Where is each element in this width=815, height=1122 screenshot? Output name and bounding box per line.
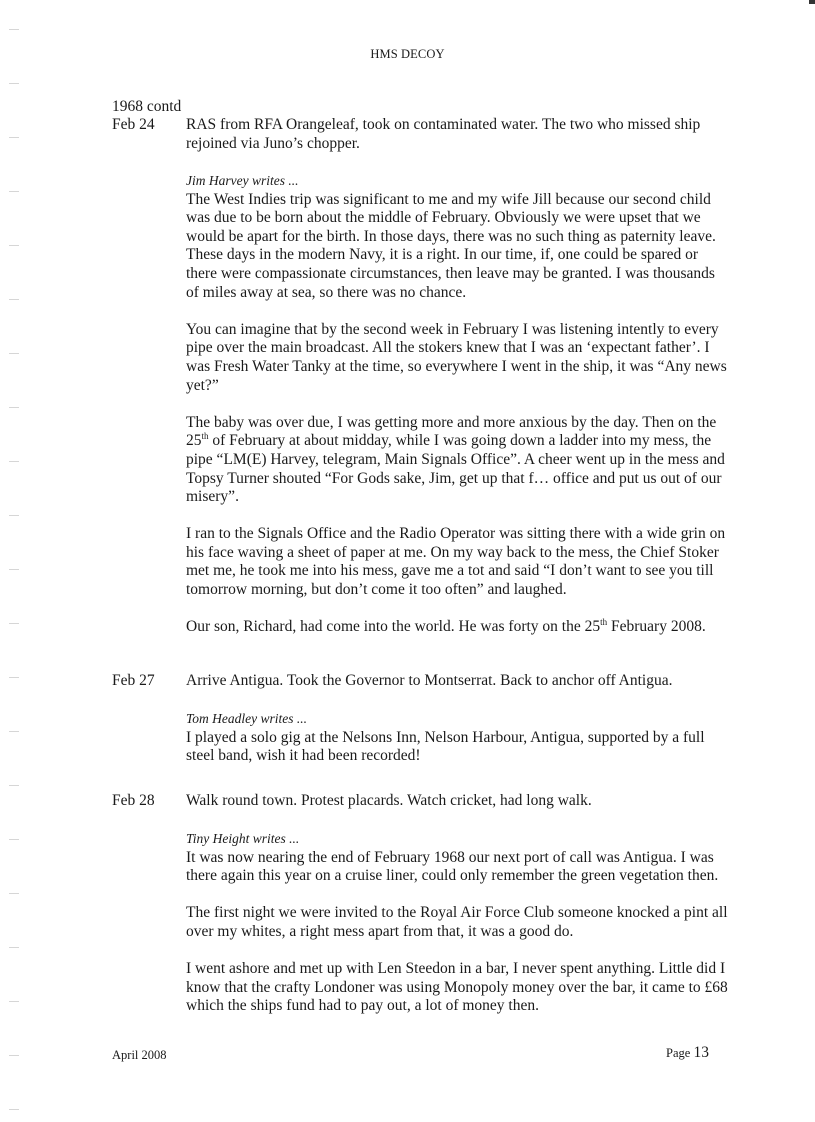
recollection-paragraph: I went ashore and met up with Len Steedon in a bar, I never spent anything. Little did I know that the crafty Londoner was using Monopoly money over the bar, it came to £68 which the ships fund had to pay out, a lot of money then. (186, 960, 728, 1015)
recollection-paragraph: It was now nearing the end of February 1968 our next port of call was Antigua. I was there again this year on a cruise liner, could only remember the green vegetation then. (186, 848, 719, 885)
margin-tick (9, 191, 19, 192)
margin-tick (9, 461, 19, 462)
margin-tick (9, 623, 19, 624)
ordinal-suffix: th (600, 617, 608, 628)
page-number (666, 1044, 709, 1062)
recollection-author: Tom Headley writes ... (186, 711, 307, 726)
page-header: HMS DECOY (370, 47, 445, 61)
margin-tick (9, 83, 19, 84)
margin-tick (9, 299, 19, 300)
page-number-value: 13 (693, 1044, 709, 1061)
entry-text: RAS from RFA Orangeleaf, took on contaminated water. The two who missed ship rejoined via Juno’s chopper. (186, 116, 701, 152)
recollection-paragraph: I ran to the Signals Office and the Radio Operator was sitting there with a wide grin on his face waving a sheet of paper at me. On my way back to the mess, the Chief Stoker met me, he took me into his mess, gave me a tot and said “I don’t want to see you till tomorrow morning, but don’t come it too often” and laughed. (186, 525, 726, 599)
diary-entry (112, 116, 722, 153)
recollection-paragraph: The West Indies trip was significant to me and my wife Jill because our second child was due to be born about the middle of February. Obviously we were upset that we would be apart for the birth. In those days, there was no such thing as paternity leave. These days in the modern Navy, it is a right. In our time, if, one could be spared or there were compassionate circumstances, then leave may be granted. I was thousands of miles away at sea, so there was no chance. (186, 190, 716, 301)
recollection-paragraph (186, 618, 731, 637)
recollection-tiny-height (186, 830, 731, 1016)
margin-tick (9, 407, 19, 408)
margin-tick (9, 515, 19, 516)
margin-tick (9, 1109, 19, 1110)
margin-tick (9, 839, 19, 840)
recollection-paragraph: The first night we were invited to the Royal Air Force Club someone knocked a pint all over my whites, a right mess apart from that, it was a good do. (186, 904, 728, 940)
margin-tick (9, 731, 19, 732)
margin-tick (9, 569, 19, 570)
margin-tick (9, 947, 19, 948)
recollection-jim-harvey (186, 172, 731, 637)
scan-corner-mark (809, 0, 815, 4)
recollection-tom-headley (186, 710, 731, 766)
margin-tick (9, 245, 19, 246)
entry-date: Feb 27 (112, 672, 155, 689)
entry-text: Arrive Antigua. Took the Governor to Montserrat. Back to anchor off Antigua. (186, 672, 673, 689)
ordinal-suffix: th (201, 431, 209, 442)
entry-text: Walk round town. Protest placards. Watch cricket, had long walk. (186, 792, 592, 809)
recollection-paragraph (186, 414, 731, 507)
margin-tick (9, 785, 19, 786)
diary-entry (112, 792, 722, 811)
page-label: Page (666, 1046, 691, 1060)
paragraph-text: The baby was over due, I was getting more and more anxious by the day. Then on the 25 (186, 413, 717, 450)
margin-tick (9, 677, 19, 678)
entry-date: Feb 28 (112, 792, 155, 809)
entry-date: Feb 24 (112, 116, 155, 133)
recollection-paragraph: I played a solo gig at the Nelsons Inn, Nelson Harbour, Antigua, supported by a full steel band, wish it had been recorded! (186, 728, 705, 765)
recollection-author: Tiny Height writes ... (186, 831, 300, 846)
margin-tick (9, 353, 19, 354)
recollection-author: Jim Harvey writes ... (186, 173, 299, 188)
paragraph-text: February 2008. (607, 618, 706, 636)
footer-date: April 2008 (112, 1048, 167, 1062)
diary-entry (112, 672, 722, 691)
margin-tick (9, 893, 19, 894)
paragraph-text: Our son, Richard, had come into the world. He was forty on the 25 (186, 618, 601, 636)
recollection-paragraph: You can imagine that by the second week in February I was listening intently to every pipe over the main broadcast. All the stokers knew that I was an ‘expectant father’. I was Fresh Water Tanky at the time, so everywhere I went in the ship, it was “Any news yet?” (186, 320, 727, 394)
margin-tick (9, 29, 19, 30)
paragraph-text: of February at about midday, while I was going down a ladder into my mess, the pipe “LM(E) Harvey, telegram, Main Signals Office”. A cheer went up in the mess and Topsy Turner shouted “For Gods sake, Jim, get up that f… office and put us out of our misery”. (186, 432, 725, 506)
margin-tick (9, 137, 19, 138)
section-year-heading: 1968 contd (112, 98, 182, 115)
margin-tick (9, 1001, 19, 1002)
margin-tick (9, 1055, 19, 1056)
